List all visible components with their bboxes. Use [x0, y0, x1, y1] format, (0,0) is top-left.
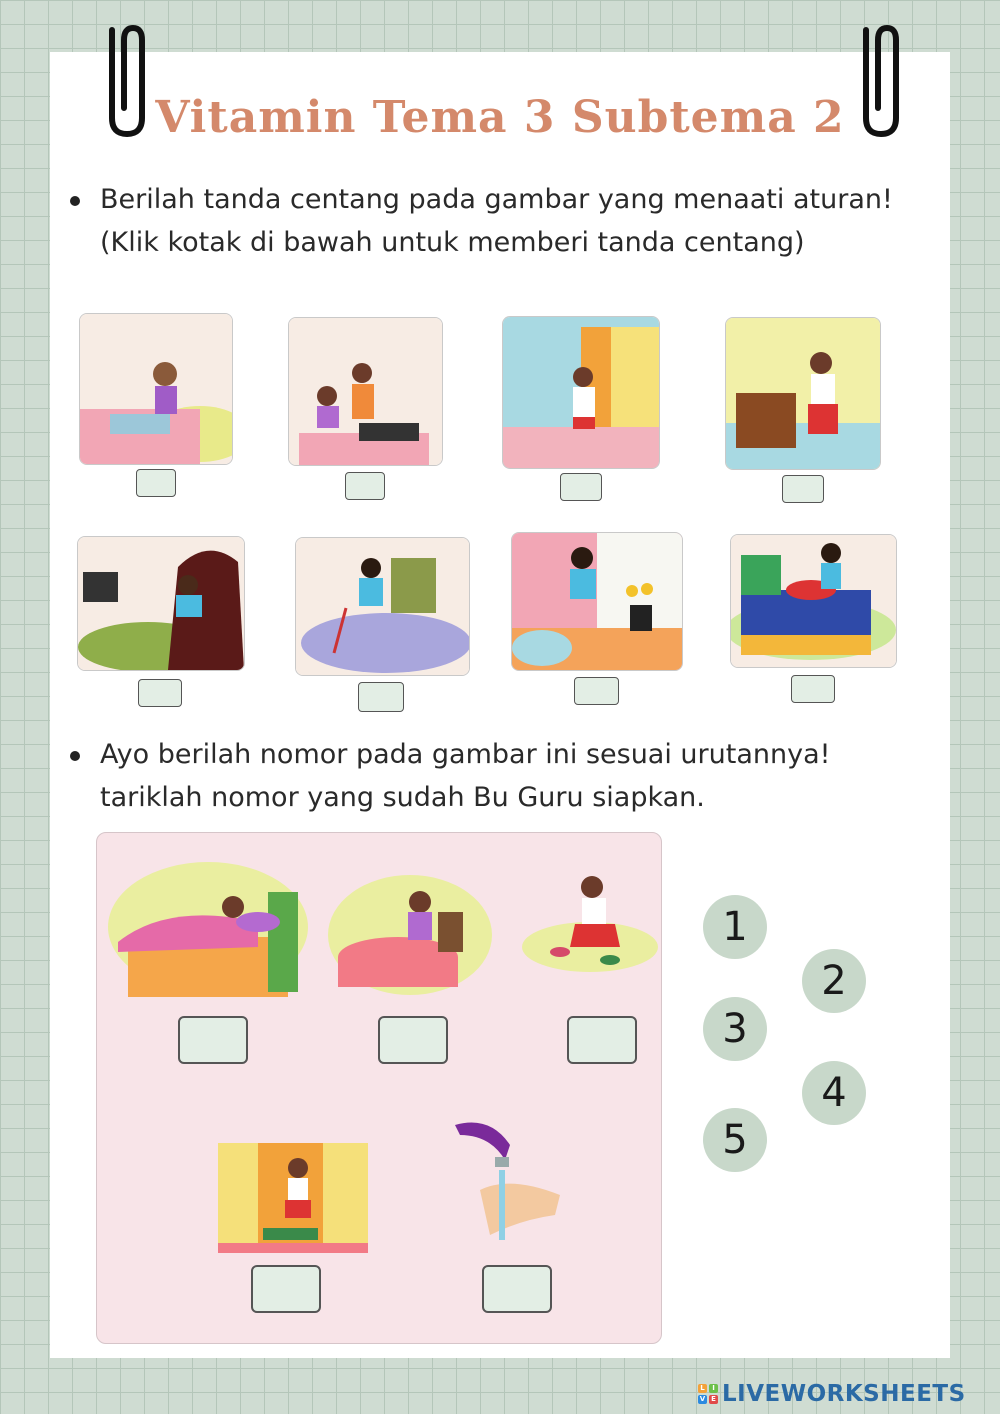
picture-girl-shoes-at-door	[502, 316, 660, 469]
logo-letter-i: I	[709, 1384, 718, 1393]
picture-washing-hands	[450, 1115, 565, 1250]
liveworksheets-logo	[698, 1380, 966, 1408]
picture-boy-making-bed	[730, 534, 897, 668]
logo-letter-v: V	[699, 1395, 706, 1403]
instruction-2-line-1: Ayo berilah nomor pada gambar ini sesuai urutannya!	[100, 739, 831, 770]
picture-boy-throwing-trash	[511, 532, 683, 671]
checkbox-picture-8[interactable]	[791, 675, 835, 703]
picture-girl-shoe-rack	[725, 317, 881, 470]
bullet-icon	[70, 751, 80, 761]
checkbox-picture-7[interactable]	[574, 677, 619, 705]
page-title: Vitamin Tema 3 Subtema 2	[155, 92, 845, 143]
checkbox-picture-5[interactable]	[138, 679, 182, 707]
instruction-1	[100, 178, 893, 264]
bullet-icon	[70, 196, 80, 206]
picture-girl-sleeping	[108, 862, 308, 1002]
answer-box-picture-3[interactable]	[567, 1016, 637, 1064]
number-tile-1[interactable]: 1	[703, 895, 767, 959]
picture-boy-messy-tv-room	[77, 536, 245, 671]
number-tile-4[interactable]: 4	[802, 1061, 866, 1125]
picture-boy-sweeping	[295, 537, 470, 676]
checkbox-picture-6[interactable]	[358, 682, 404, 712]
picture-girl-leaving-door	[218, 1143, 368, 1253]
answer-box-picture-4[interactable]	[251, 1265, 321, 1313]
picture-girl-putting-on-shoes	[520, 872, 658, 990]
number-tile-2[interactable]: 2	[802, 949, 866, 1013]
checkbox-picture-1[interactable]	[136, 469, 176, 497]
checkbox-picture-3[interactable]	[560, 473, 602, 501]
instruction-2	[100, 733, 830, 819]
number-tile-3[interactable]: 3	[703, 997, 767, 1061]
footer-brand: LIVEWORKSHEETS	[722, 1381, 966, 1407]
number-tile-5[interactable]: 5	[703, 1108, 767, 1172]
picture-girl-eating	[328, 872, 492, 998]
instruction-1-line-2: (Klik kotak di bawah untuk memberi tanda centang)	[100, 227, 805, 258]
checkbox-picture-4[interactable]	[782, 475, 824, 503]
answer-box-picture-1[interactable]	[178, 1016, 248, 1064]
answer-box-picture-5[interactable]	[482, 1265, 552, 1313]
checkbox-picture-2[interactable]	[345, 472, 385, 500]
answer-box-picture-2[interactable]	[378, 1016, 448, 1064]
picture-girl-washing-dishes	[79, 313, 233, 465]
logo-letter-l: L	[698, 1384, 707, 1393]
picture-cooking-in-kitchen	[288, 317, 443, 466]
logo-letter-e: E	[709, 1395, 718, 1404]
logo-grid-icon	[698, 1384, 718, 1404]
instruction-1-line-1: Berilah tanda centang pada gambar yang menaati aturan!	[100, 184, 893, 215]
instruction-2-line-2: tariklah nomor yang sudah Bu Guru siapkan.	[100, 782, 705, 813]
